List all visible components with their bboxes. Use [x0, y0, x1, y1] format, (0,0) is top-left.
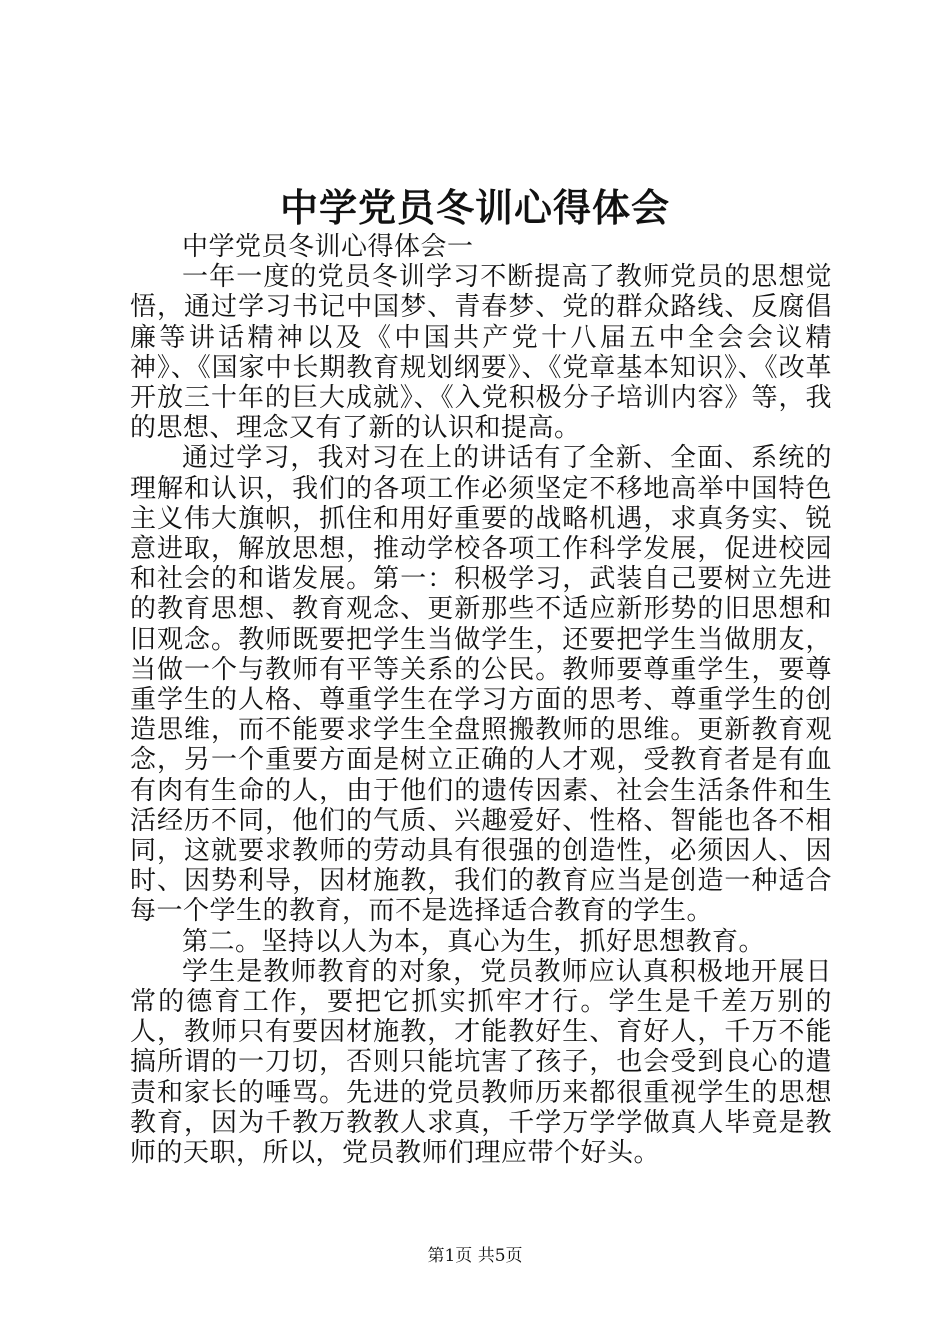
document-body: [130, 232, 832, 1168]
paragraph: 学生是教师教育的对象，党员教师应认真积极地开展日常的德育工作，要把它抓实抓牢才行。学生是千差万别的人，教师只有要因材施教，才能教好生、育好人，千万不能搞所谓的一刀切，否则只能坑害了孩子，也会受到良心的遣责和家长的唾骂。先进的党员教师历来都很重视学生的思想教育，因为千教万教教人求真，千学万学学做真人毕竟是教师的天职，所以，党员教师们理应带个好头。: [130, 956, 832, 1169]
paragraph: 通过学习，我对习在上的讲话有了全新、全面、系统的理解和认识，我们的各项工作必须坚定不移地高举中国特色主义伟大旗帜，抓住和用好重要的战略机遇，求真务实、锐意进取，解放思想，推动学校各项工作科学发展，促进校园和社会的和谐发展。第一：积极学习，武装自己要树立先进的教育思想、教育观念、更新那些不适应新形势的旧思想和旧观念。教师既要把学生当做学生，还要把学生当做朋友，当做一个与教师有平等关系的公民。教师要尊重学生，要尊重学生的人格、尊重学生在学习方面的思考、尊重学生的创造思维，而不能要求学生全盘照搬教师的思维。更新教育观念，另一个重要方面是树立正确的人才观，受教育者是有血有肉有生命的人，由于他们的遗传因素、社会生活条件和生活经历不同，他们的气质、兴趣爱好、性格、智能也各不相同，这就要求教师的劳动具有很强的创造性，必须因人、因时、因势利导，因材施教，我们的教育应当是创造一种适合每一个学生的教育，而不是选择适合教育的学生。: [130, 443, 832, 927]
paragraph-subtitle: 中学党员冬训心得体会一: [182, 232, 474, 262]
document-title: 中学党员冬训心得体会: [279, 185, 670, 230]
paragraph: 一年一度的党员冬训学习不断提高了教师党员的思想觉悟，通过学习书记中国梦、青春梦、党的群众路线、反腐倡廉等讲话精神以及《中国共产党十八届五中全会会议精神》、《国家中长期教育规划纲要》、《党章基本知识》、《改革开放三十年的巨大成就》、《入党积极分子培训内容》等，我的思想、理念又有了新的认识和提高。: [130, 262, 832, 444]
page-footer: 第1页 共5页: [427, 1246, 523, 1266]
paragraph: 第二。坚持以人为本，真心为生，抓好思想教育。: [182, 926, 766, 957]
